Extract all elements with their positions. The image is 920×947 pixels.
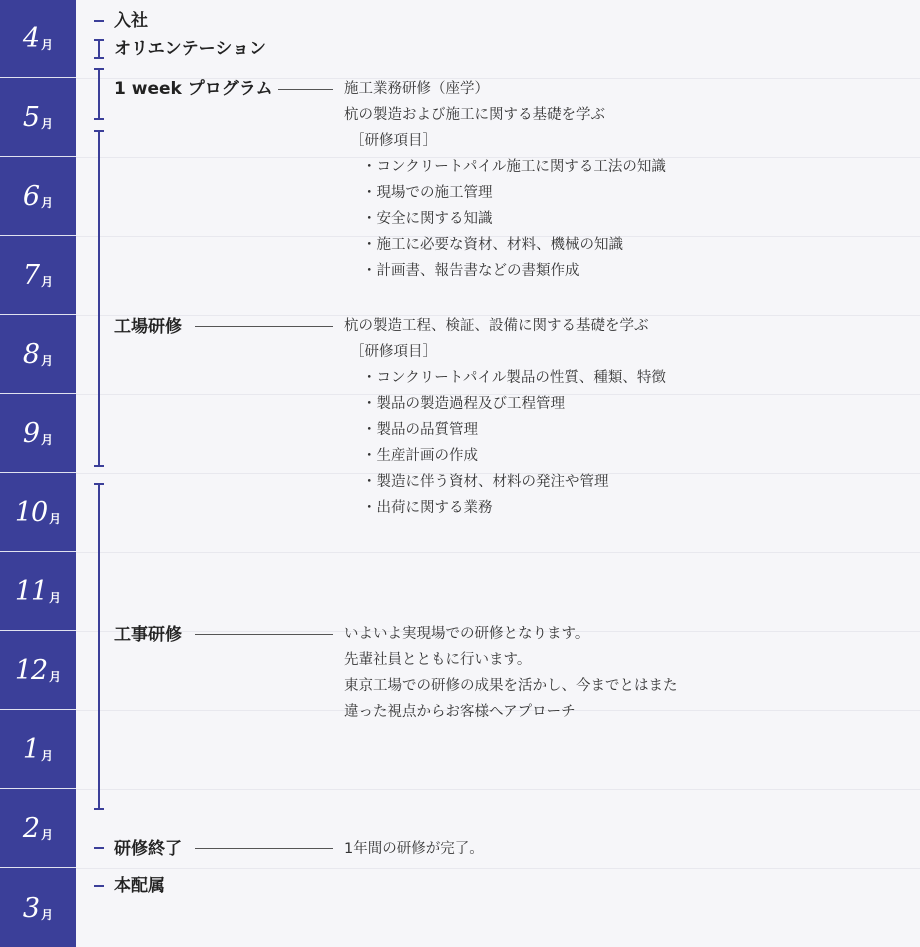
construction-description — [344, 621, 678, 725]
desc-line: ・現場での施工管理 — [362, 185, 493, 201]
month-oct — [0, 474, 76, 552]
week-program-bracket-bottom — [94, 118, 104, 120]
event-construction-training: 工事研修 — [114, 625, 182, 645]
desc-line: ・安全に関する知識 — [362, 211, 493, 227]
factory-bracket — [98, 130, 100, 467]
factory-description — [344, 313, 666, 521]
month-apr — [0, 0, 76, 78]
month-number: 10 — [14, 497, 48, 528]
desc-line: ・コンクリートパイル施工に関する工法の知識 — [362, 159, 666, 175]
desc-line: 杭の製造工程、検証、設備に関する基礎を学ぶ — [344, 318, 649, 334]
nyusha-tick — [94, 20, 104, 22]
month-number: 1 — [22, 734, 40, 765]
month-column — [0, 0, 76, 947]
month-feb — [0, 790, 76, 868]
month-suffix: 月 — [41, 354, 54, 368]
event-training-end: 研修終了 — [114, 839, 182, 859]
orientation-bracket — [98, 39, 100, 59]
orientation-bracket-bottom — [94, 57, 104, 59]
desc-line: 1年間の研修が完了。 — [344, 841, 484, 857]
event-nyusha: 入社 — [114, 11, 148, 31]
month-number: 11 — [14, 576, 48, 607]
event-orientation: オリエンテーション — [114, 39, 266, 59]
month-suffix: 月 — [41, 828, 54, 842]
construction-connector — [195, 634, 333, 635]
row-divider — [76, 868, 920, 869]
desc-line: ・生産計画の作成 — [362, 448, 478, 464]
desc-line: ・コンクリートパイル製品の性質、種類、特徴 — [362, 370, 666, 386]
month-number: 12 — [14, 655, 48, 686]
month-suffix: 月 — [41, 117, 54, 131]
row-divider — [76, 789, 920, 790]
event-factory-training: 工場研修 — [114, 317, 182, 337]
desc-line: いよいよ実現場での研修となります。 — [344, 626, 590, 642]
desc-line: 東京工場での研修の成果を活かし、今までとはまた — [344, 678, 678, 694]
desc-line: ・出荷に関する業務 — [362, 500, 493, 516]
week-program-connector — [278, 89, 333, 90]
event-week-program: 1 week プログラム — [114, 79, 273, 99]
desc-line: ［研修項目］ — [350, 344, 437, 360]
week-program-description — [344, 76, 666, 284]
month-jul — [0, 237, 76, 315]
month-number: 3 — [22, 892, 40, 924]
end-tick — [94, 847, 104, 849]
construction-bracket — [98, 483, 100, 810]
factory-bracket-bottom — [94, 465, 104, 467]
month-mar — [0, 869, 76, 947]
desc-line: 違った視点からお客様へアプローチ — [344, 704, 576, 720]
month-suffix: 月 — [41, 433, 54, 447]
month-suffix: 月 — [41, 907, 54, 922]
desc-line: ・施工に必要な資材、材料、機械の知識 — [362, 237, 623, 253]
desc-line: 先輩社員とともに行います。 — [344, 652, 532, 668]
month-suffix: 月 — [41, 749, 54, 763]
desc-line: ・計画書、報告書などの書類作成 — [362, 263, 580, 279]
month-number: 9 — [22, 418, 40, 449]
week-program-bracket — [98, 68, 100, 120]
month-sep — [0, 395, 76, 473]
month-number: 2 — [22, 813, 40, 844]
desc-line: ・製品の品質管理 — [362, 422, 478, 438]
desc-line: 杭の製造および施工に関する基礎を学ぶ — [344, 107, 605, 123]
row-divider — [76, 552, 920, 553]
month-jun — [0, 158, 76, 236]
desc-line: ・製品の製造過程及び工程管理 — [362, 396, 565, 412]
month-number: 4 — [22, 23, 40, 54]
month-suffix: 月 — [49, 591, 62, 605]
desc-line: 施工業務研修（座学） — [344, 81, 489, 97]
desc-line: ・製造に伴う資材、材料の発注や管理 — [362, 474, 609, 490]
construction-bracket-bottom — [94, 808, 104, 810]
month-suffix: 月 — [41, 196, 54, 210]
month-dec — [0, 632, 76, 710]
month-nov — [0, 553, 76, 631]
month-suffix: 月 — [41, 38, 54, 52]
assignment-tick — [94, 885, 104, 887]
month-number: 8 — [22, 339, 40, 370]
month-suffix: 月 — [49, 512, 62, 526]
month-number: 6 — [22, 181, 40, 212]
month-may — [0, 79, 76, 157]
month-number: 7 — [22, 260, 40, 291]
desc-line: ［研修項目］ — [350, 133, 437, 149]
month-suffix: 月 — [49, 670, 62, 684]
event-assignment: 本配属 — [114, 876, 165, 896]
month-number: 5 — [22, 102, 40, 133]
factory-connector — [195, 326, 333, 327]
month-jan — [0, 711, 76, 789]
end-description — [344, 836, 484, 862]
month-aug — [0, 316, 76, 394]
month-suffix: 月 — [41, 275, 54, 289]
end-connector — [195, 848, 333, 849]
